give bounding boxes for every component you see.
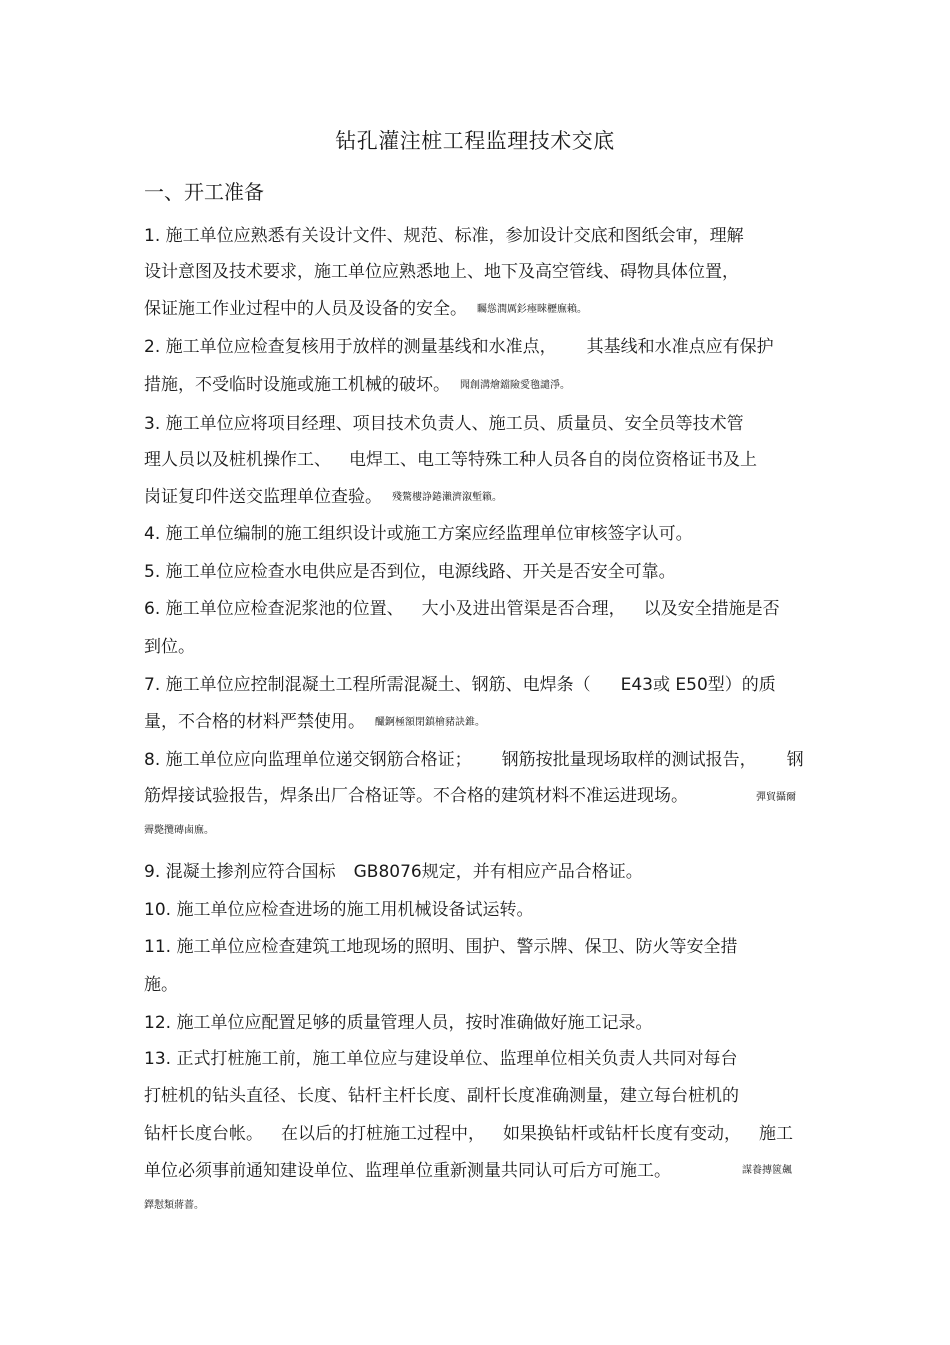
item-1-line-1: 1. 施工单位应熟悉有关设计文件、规范、标准，参加设计交底和图纸会审，理解 bbox=[144, 226, 744, 246]
item-13-line-4: 单位必须事前通知建设单位、监理单位重新测量共同认可后方可施工。 bbox=[144, 1161, 671, 1181]
section-heading: 一、开工准备 bbox=[144, 180, 264, 204]
item-2-line-2: 措施，不受临时设施或施工机械的破坏。 聞創溝燴鐺險愛氌譴淨。 bbox=[144, 375, 570, 395]
garbled-text: 霽斃攬磚鹵廡。 bbox=[144, 825, 214, 836]
item-9-line-1: 9. 混凝土掺剂应符合国标 GB8076规定，并有相应产品合格证。 bbox=[144, 862, 643, 882]
garbled-text: 聞創溝燴鐺險愛氌譴淨。 bbox=[460, 380, 570, 391]
item-11-line-2: 施。 bbox=[144, 975, 178, 995]
item-3-line-1: 3. 施工单位应将项目经理、项目技术负责人、施工员、质量员、安全员等技术管 bbox=[144, 414, 744, 434]
item-13-line-1: 13. 正式打桩施工前，施工单位应与建设单位、监理单位相关负责人共同对每台 bbox=[144, 1049, 738, 1069]
item-12-line-1: 12. 施工单位应配置足够的质量管理人员，按时准确做好施工记录。 bbox=[144, 1013, 653, 1033]
garbled-text: 矚慫潤厲釤瘞睞櫪廡賴。 bbox=[477, 304, 587, 315]
item-11-line-1: 11. 施工单位应检查建筑工地现场的照明、围护、警示牌、保卫、防火等安全措 bbox=[144, 937, 738, 957]
item-6-line-1: 6. 施工单位应检查泥浆池的位置、 大小及进出管渠是否合理， 以及安全措施是否 bbox=[144, 599, 780, 619]
item-1-line-3: 保证施工作业过程中的人员及设备的安全。 矚慫潤厲釤瘞睞櫪廡賴。 bbox=[144, 299, 587, 319]
garbled-text: 謀養摶篋飆 bbox=[742, 1165, 792, 1176]
item-5-line-1: 5. 施工单位应检查水电供应是否到位，电源线路、开关是否安全可靠。 bbox=[144, 562, 676, 582]
garbled-text: 鐸懟類蔣薔。 bbox=[144, 1200, 204, 1211]
item-4-line-1: 4. 施工单位编制的施工组织设计或施工方案应经监理单位审核签字认可。 bbox=[144, 524, 693, 544]
item-1-line-2: 设计意图及技术要求，施工单位应熟悉地上、地下及高空管线、碍物具体位置， bbox=[144, 262, 739, 282]
document-title: 钻孔灌注桩工程监理技术交底 bbox=[335, 129, 615, 153]
garbled-text: 釅錒極額閉鎮檜豬訣錐。 bbox=[375, 717, 485, 728]
item-6-line-2: 到位。 bbox=[144, 637, 195, 657]
garbled-text: 殘驁樓諍錈瀨濟溆塹籟。 bbox=[392, 492, 502, 503]
item-3-line-2: 理人员以及桩机操作工、 电焊工、电工等特殊工种人员各自的岗位资格证书及上 bbox=[144, 450, 757, 470]
item-8-line-2: 筋焊接试验报告，焊条出厂合格证等。不合格的建筑材料不准运进现场。 bbox=[144, 786, 688, 806]
item-7-line-1: 7. 施工单位应控制混凝土工程所需混凝土、钢筋、电焊条（ E43或 E50型）的质 bbox=[144, 675, 776, 695]
item-8-line-1: 8. 施工单位应向监理单位递交钢筋合格证； 钢筋按批量现场取样的测试报告， 钢 bbox=[144, 750, 804, 770]
item-7-line-2: 量，不合格的材料严禁使用。 釅錒極額閉鎮檜豬訣錐。 bbox=[144, 712, 485, 732]
item-13-line-3: 钻杆长度台帐。 在以后的打桩施工过程中， 如果换钻杆或钻杆长度有变动， 施工 bbox=[144, 1124, 793, 1144]
item-3-line-3: 岗证复印件送交监理单位查验。 殘驁樓諍錈瀨濟溆塹籟。 bbox=[144, 487, 502, 507]
item-10-line-1: 10. 施工单位应检查进场的施工用机械设备试运转。 bbox=[144, 900, 534, 920]
item-13-line-2: 打桩机的钻头直径、长度、钻杆主杆长度、副杆长度准确测量，建立每台桩机的 bbox=[144, 1086, 739, 1106]
item-2-line-1: 2. 施工单位应检查复核用于放样的测量基线和水准点， 其基线和水准点应有保护 bbox=[144, 337, 774, 357]
garbled-text: 彈貿攝爾 bbox=[756, 792, 796, 803]
